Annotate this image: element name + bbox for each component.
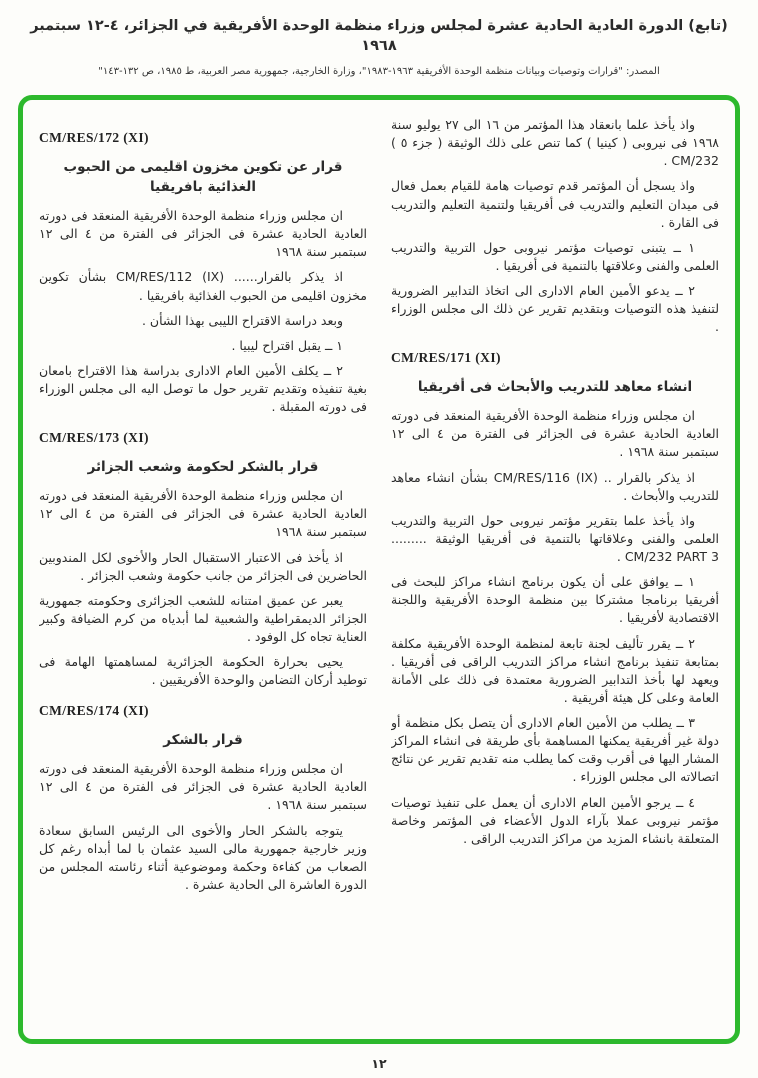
column-right (391, 116, 719, 1023)
left-col-paragraph-6: ٢ ــ يكلف الأمين العام الادارى بدراسة هذا الاقتراح بامعان بغية تنفيذه وتقديم تقرير حول ما توصل اليه الى مجلس الوزراء فى دورته المقبلة . (39, 362, 367, 415)
right-col-heading-5: انشاء معاهد للتدريب والأبحاث فى أفريقيا (417, 378, 693, 395)
left-col-paragraph-11: يعبر عن عميق امتنانه للشعب الجزائرى وحكومته جمهورية الجزائر الديمقراطية والشعبية لما أبدياه من كرم الضيافة وكبير العناية تجاه كل الوفود . (39, 592, 367, 644)
left-col-paragraph-4: وبعد دراسة الاقتراح الليبى بهذا الشأن . (141, 312, 343, 328)
left-col-paragraph-3: اذ يذكر بالقرار...... CM/RES/112 (IX) بشأن تكوين مخزون اقليمى من الحبوب الغذائية بافريقيا . (39, 269, 367, 303)
right-col-paragraph-10: ٢ ــ يقرر تأليف لجنة تابعة لمنظمة الوحدة الأفريقية مكلفة بمتابعة تنفيذ برنامج انشاء مراكز التدريب الراقى فى أفريقيا . ويعهد لها بأخذ التدابير الضرورية معتمدة فى ذلك على الأمانة العامة وعلى كل هيئة أفريقية . (391, 635, 719, 705)
left-col-paragraph-5: ١ ــ يقبل اقتراح ليبيا . (231, 337, 343, 353)
left-col-paragraph-12: يحيى بحرارة الحكومة الجزائرية لمساهمتها الهامة فى توطيد أركان التضامن والوحدة الأفريقيين . (39, 654, 367, 688)
right-col-paragraph-9: ١ ــ يوافق على أن يكون برنامج انشاء مراكز للبحث فى أفريقيا برنامجا مشتركا بين منظمة الوحدة الأفريقية واللجنة الاقتصادية لأفريقيا . (391, 574, 719, 626)
right-col-paragraph-12: ٤ ــ يرجو الأمين العام الادارى أن يعمل على تنفيذ توصيات مؤتمر نيروبى عملا بآراء الدول الأعضاء فى المؤتمر وخاصة المتعلقة بانشاء المزيد من مراكز التدريب الراقى . (391, 794, 719, 846)
left-col-paragraph-2: ان مجلس وزراء منظمة الوحدة الأفريقية المنعقد فى دورته العادية الحادية عشرة فى الجزائر فى الفترة من ٤ الى ١٢ سبتمبر سنة ١٩٦٨ (39, 208, 367, 260)
column-left (39, 116, 367, 1023)
source-citation: المصدر: "قرارات وتوصيات وبيانات منظمة الوحدة الأفريقية ١٩٦٣-١٩٨٣"، وزارة الخارجية، جمهورية مصر العربية، ط ١٩٨٥، ص ١٣٢-١٤٣" (98, 65, 660, 77)
right-col-paragraph-11: ٣ ــ يطلب من الأمين العام الادارى أن يتصل بكل منظمة أو دولة غير أفريقية يمكنها المساهمة بأى طريقة فى انشاء المراكز المشار اليها فى أقرب وقت كما يطلب منه تقديم تقرير عن نتائج اتصالاته الى مجلس الوزراء . (391, 715, 719, 785)
right-col-code-4: CM/RES/171 (XI) (391, 350, 501, 366)
page-number: ١٢ (371, 1056, 387, 1071)
left-col-paragraph-16: يتوجه بالشكر الحار والأخوى الى الرئيس السابق سعادة وزير خارجية جمهورية مالى السيد عثمان با لما أبداه رغم كل الصعاب من كفاءة وحكمة وموضوعية أثناء رئاسته المجلس من الدورة العاشرة الى الحادية عشرة . (39, 822, 367, 892)
right-col-paragraph-3: ٢ ــ يدعو الأمين العام الادارى الى اتخاذ التدابير الضرورية لتنفيذ هذه التوصيات وبتقديم تقرير عن ذلك الى مجلس الوزراء . (391, 283, 719, 335)
left-col-heading-8: قرار بالشكر لحكومة وشعب الجزائر (87, 458, 319, 475)
left-col-paragraph-9: ان مجلس وزراء منظمة الوحدة الأفريقية المنعقد فى دورته العادية الحادية عشرة فى الجزائر فى الفترة من ٤ الى ١٢ سبتمبر سنة ١٩٦٨ (39, 488, 367, 540)
two-column-layout (39, 116, 719, 1023)
left-col-paragraph-10: اذ يأخذ فى الاعتبار الاستقبال الحار والأخوى لكل المندوبين الحاضرين فى الجزائر من جانب حكومة وشعب الجزائر . (39, 549, 367, 583)
right-col-paragraph-1: واذ يسجل أن المؤتمر قدم توصيات هامة للقيام بعمل فعال فى ميدان التعليم والتدريب فى أفريقيا ولتنمية التعليم والتدريب فى القارة . (391, 178, 719, 230)
right-col-paragraph-7: اذ يذكر بالقرار .. CM/RES/116 (IX) بشأن انشاء معاهد للتدريب والأبحاث . (391, 469, 719, 503)
right-col-paragraph-6: ان مجلس وزراء منظمة الوحدة الأفريقية المنعقد فى دورته العادية الحادية عشرة فى الجزائر فى الفترة من ٤ الى ١٢ سبتمبر سنة ١٩٦٨ . (391, 408, 719, 460)
right-col-paragraph-0: واذ يأخذ علما بانعقاد هذا المؤتمر من ١٦ الى ٢٧ يوليو سنة ١٩٦٨ فى نيروبى ( كينيا ) كما تنص على ذلك الوثيقة ( جزء ٥ ) CM/232 . (391, 117, 719, 169)
left-col-heading-1: قرار عن تكوين مخزون اقليمى من الحبوب الغذائية بافريقيا (63, 158, 343, 195)
left-col-code-0: CM/RES/172 (XI) (39, 130, 149, 145)
document-title: (تابع) الدورة العادية الحادية عشرة لمجلس وزراء منظمة الوحدة الأفريقية في الجزائر، ٤-١٢ سبتمبر ١٩٦٨ (30, 18, 728, 55)
right-col-paragraph-8: واذ يأخذ علما بتقرير مؤتمر نيروبى حول التربية والتدريب العلمى والفنى وعلاقاتها بالتنمية فى أفريقيا الوثيقة ......... CM/232 PART 3 . (391, 512, 719, 565)
right-col-paragraph-2: ١ ــ يتبنى توصيات مؤتمر نيروبى حول التربية والتدريب العلمى والفنى وعلاقتها بالتنمية فى أفريقيا . (391, 239, 719, 273)
green-border-frame (18, 95, 740, 1044)
page-header (0, 0, 758, 77)
left-col-code-13: CM/RES/174 (XI) (39, 703, 149, 719)
left-col-paragraph-15: ان مجلس وزراء منظمة الوحدة الأفريقية المنعقد فى دورته العادية الحادية عشرة فى الجزائر فى الفترة من ٤ الى ١٢ سبتمبر سنة ١٩٦٨ . (39, 761, 367, 813)
left-col-heading-14: قرار بالشكر (163, 731, 243, 748)
left-col-code-7: CM/RES/173 (XI) (39, 430, 149, 446)
